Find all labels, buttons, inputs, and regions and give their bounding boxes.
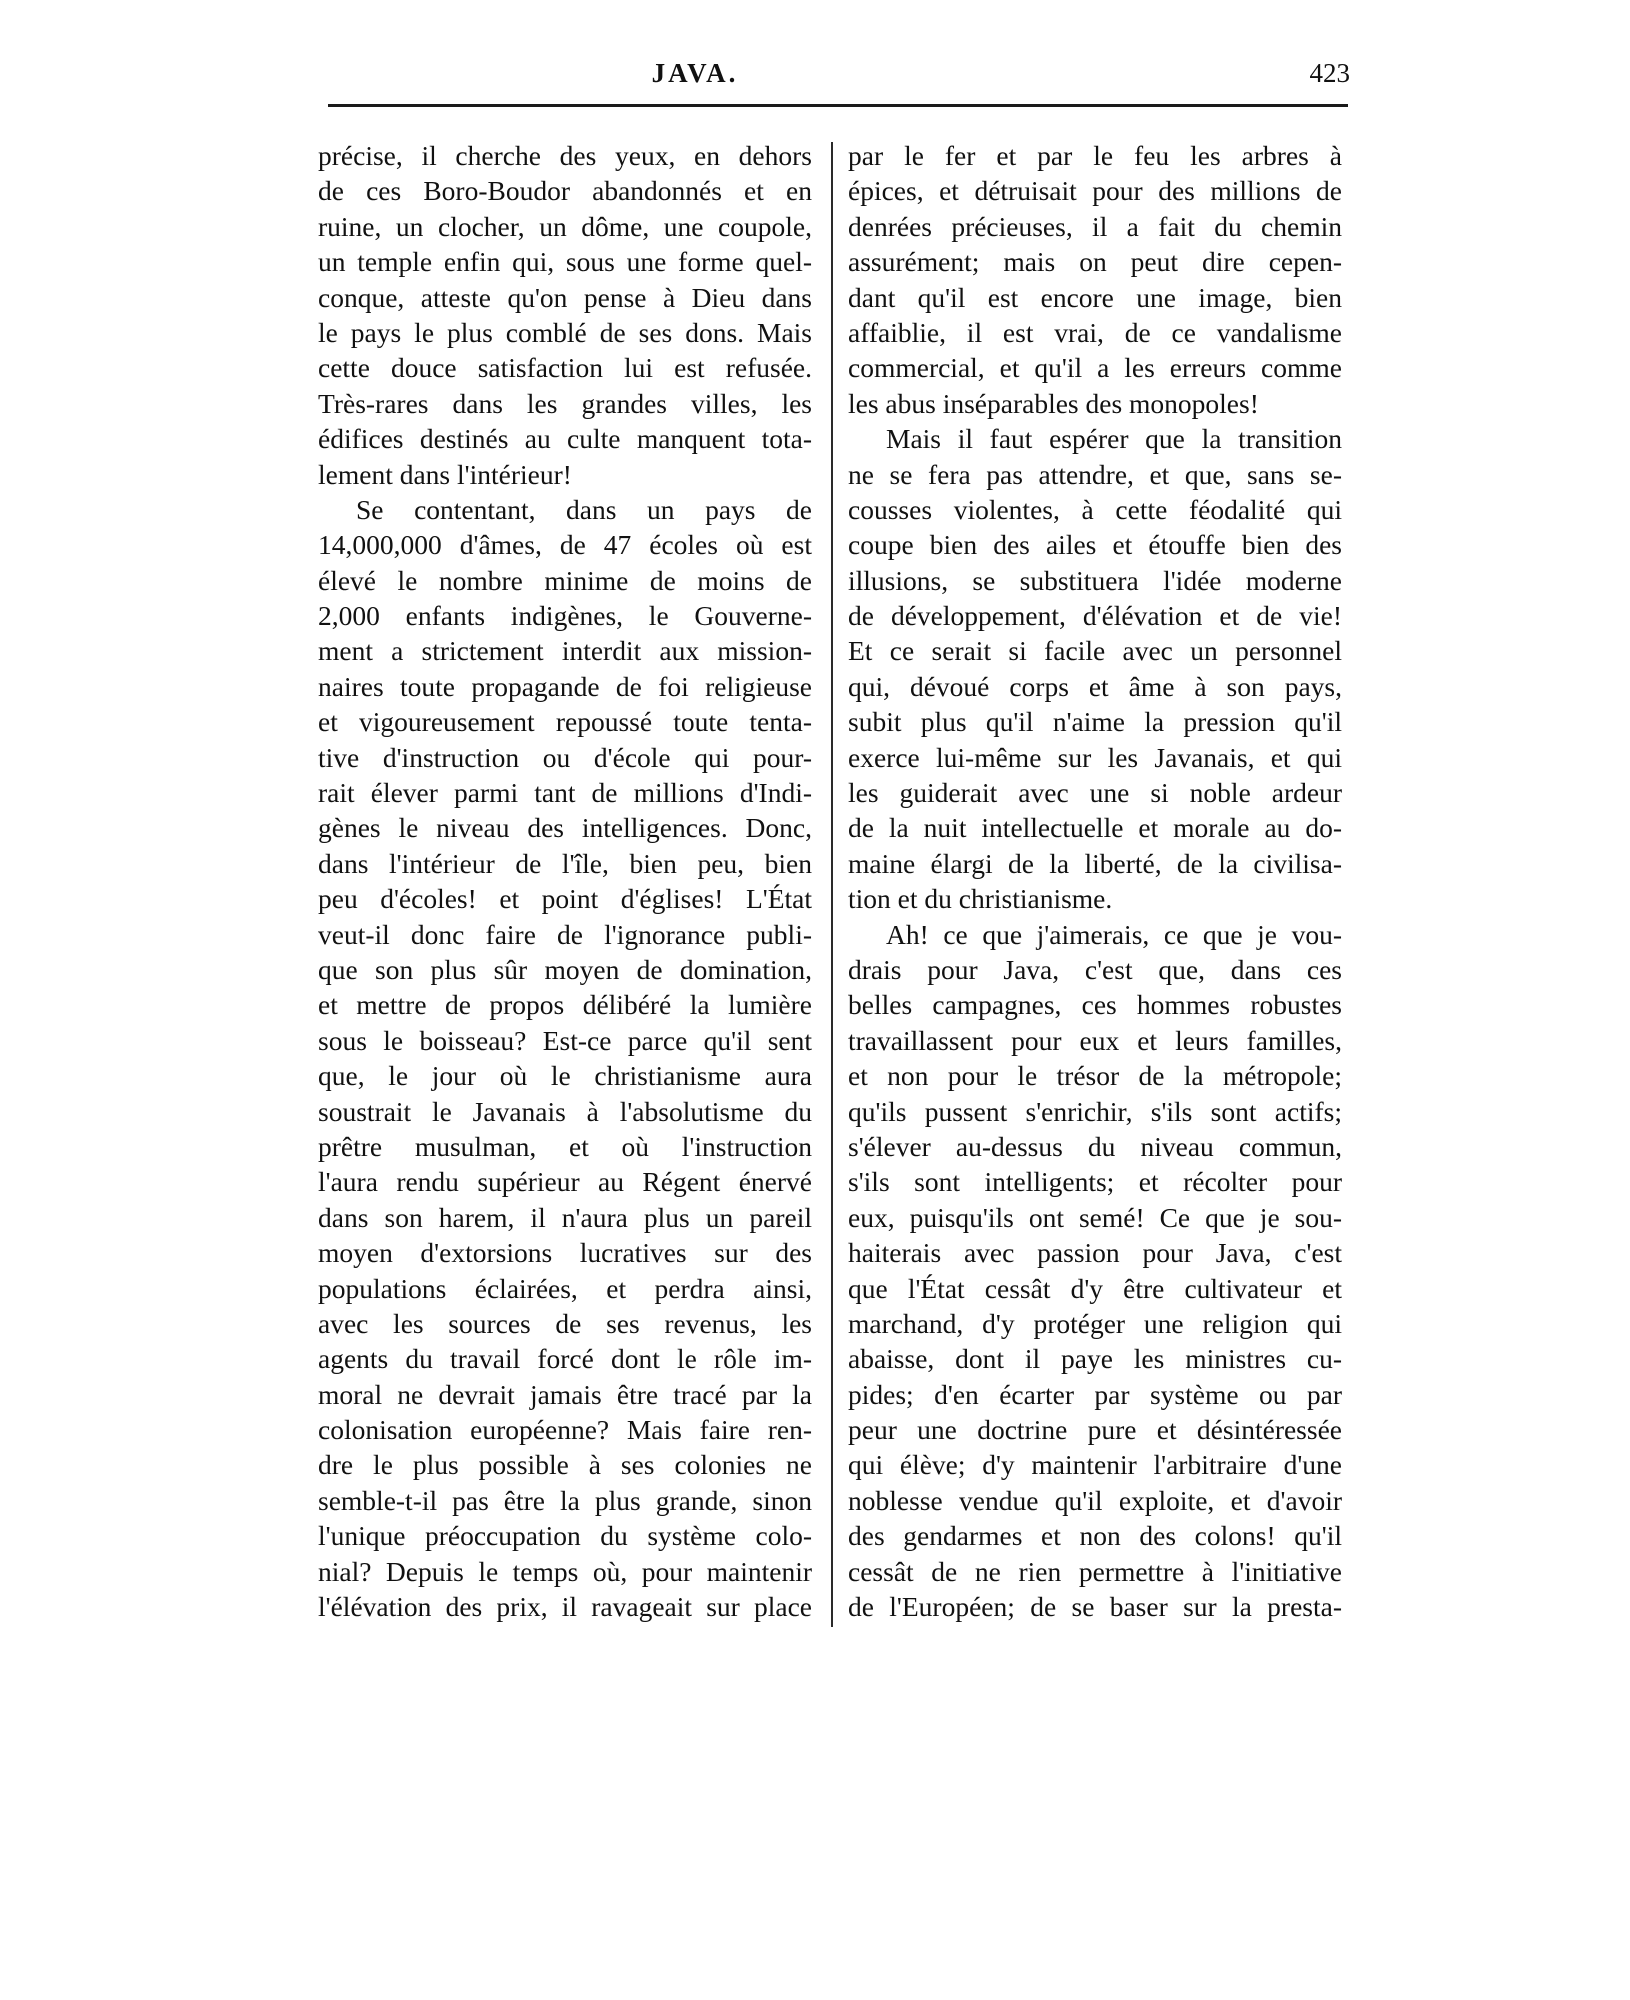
right-column-text-line: que l'État cessât d'y être cultivateur et [848, 1272, 1342, 1304]
right-column-text-line: pides; d'en écarter par système ou par [848, 1378, 1342, 1410]
left-column-text-line: édifices destinés au culte manquent tota- [318, 423, 812, 455]
left-column-text-line: nial? Depuis le temps où, pour maintenir [318, 1555, 812, 1587]
left-column [318, 138, 812, 1624]
right-column-text-line: eux, puisqu'ils ont semé! Ce que je sou- [848, 1201, 1342, 1233]
right-column-text-line: s'ils sont intelligents; et récolter pour [848, 1166, 1342, 1198]
header-rule [328, 104, 1348, 107]
right-column-text-line: de l'Européen; de se baser sur la presta- [848, 1591, 1342, 1623]
right-column-text-line: cousses violentes, à cette féodalité qui [848, 493, 1342, 525]
left-column-text-line: peu d'écoles! et point d'églises! L'État [318, 883, 812, 915]
right-column-text-line: haiterais avec passion pour Java, c'est [848, 1237, 1342, 1269]
running-header-title: JAVA. [651, 58, 739, 88]
left-column-text-line: agents du travail forcé dont le rôle im- [318, 1343, 812, 1375]
right-column-text-line: par le fer et par le feu les arbres à [848, 140, 1342, 171]
right-column-text-line: denrées précieuses, il a fait du chemin [848, 210, 1342, 242]
left-column-text-line: dre le plus possible à ses colonies ne [318, 1449, 812, 1481]
right-column-text-line: qui élève; d'y maintenir l'arbitraire d'une [848, 1449, 1342, 1481]
left-column-text-line: Très-rares dans les grandes villes, les [318, 387, 812, 419]
left-column-text-line: tive d'instruction ou d'école qui pour- [318, 741, 812, 773]
right-column-text-line: subit plus qu'il n'aime la pression qu'il [848, 706, 1342, 738]
right-column [848, 138, 1342, 1624]
left-column-text-line: le pays le plus comblé de ses dons. Mais [318, 316, 812, 348]
right-column-text-line: et non pour le trésor de la métropole; [848, 1060, 1342, 1092]
right-column-text-line: noblesse vendue qu'il exploite, et d'avoir [848, 1484, 1342, 1516]
right-column-text-line: Mais il faut espérer que la transition [886, 423, 1342, 455]
right-column-text-line: cessât de ne rien permettre à l'initiative [848, 1555, 1342, 1587]
right-column-text-line: drais pour Java, c'est que, dans ces [848, 953, 1342, 985]
left-column-text-line: précise, il cherche des yeux, en dehors [318, 140, 812, 171]
left-column-text-line: semble-t-il pas être la plus grande, sinon [318, 1484, 812, 1516]
right-column-text-line: commercial, et qu'il a les erreurs comme [848, 352, 1342, 384]
right-column-text-line: Ah! ce que j'aimerais, ce que je vou- [886, 918, 1342, 950]
right-column-text-line: ne se fera pas attendre, et que, sans se- [848, 458, 1342, 490]
left-column-text-line: l'élévation des prix, il ravageait sur place [318, 1591, 812, 1623]
left-column-text-line: l'unique préoccupation du système colo- [318, 1520, 812, 1552]
right-column-text-line: exerce lui-même sur les Javanais, et qui [848, 741, 1342, 773]
page-number: 423 [1309, 58, 1350, 88]
left-column-text-line: 14,000,000 d'âmes, de 47 écoles où est [318, 529, 812, 561]
right-column-text-line: les guiderait avec une si noble ardeur [848, 777, 1342, 809]
right-column-text-line: les abus inséparables des monopoles! [848, 387, 1259, 419]
left-column-text-line: conque, atteste qu'on pense à Dieu dans [318, 281, 812, 313]
right-column-text-line: marchand, d'y protéger une religion qui [848, 1307, 1342, 1339]
left-column-text-line: avec les sources de ses revenus, les [318, 1307, 812, 1339]
left-column-text-line: populations éclairées, et perdra ainsi, [318, 1272, 812, 1304]
right-column-text-line: s'élever au-dessus du niveau commun, [848, 1130, 1342, 1162]
right-column-text-line: affaiblie, il est vrai, de ce vandalisme [848, 316, 1342, 348]
left-column-text-line: Se contentant, dans un pays de [356, 493, 812, 525]
right-column-text-line: épices, et détruisait pour des millions de [848, 175, 1342, 207]
right-column-text-line: des gendarmes et non des colons! qu'il [848, 1520, 1342, 1552]
right-column-text-line: travaillassent pour eux et leurs familles, [848, 1024, 1342, 1056]
left-column-text-line: que, le jour où le christianisme aura [318, 1060, 812, 1092]
left-column-text-line: et vigoureusement repoussé toute tenta- [318, 706, 812, 738]
left-column-text-line: colonisation européenne? Mais faire ren- [318, 1414, 812, 1446]
left-column-text-line: que son plus sûr moyen de domination, [318, 953, 812, 985]
left-column-text-line: prêtre musulman, et où l'instruction [318, 1130, 812, 1162]
right-column-text-line: illusions, se substituera l'idée moderne [848, 564, 1342, 596]
right-column-text-line: peur une doctrine pure et désintéressée [848, 1414, 1342, 1446]
left-column-text-line: ruine, un clocher, un dôme, une coupole, [318, 210, 812, 242]
left-column-text-line: ment a strictement interdit aux mission- [318, 635, 812, 667]
right-column-text-line: qui, dévoué corps et âme à son pays, [848, 670, 1342, 702]
right-column-text-line: maine élargi de la liberté, de la civilisa- [848, 847, 1342, 879]
right-column-text-line: tion et du christianisme. [848, 883, 1113, 915]
left-column-text-line: dans l'intérieur de l'île, bien peu, bien [318, 847, 812, 879]
right-column-text-line: abaisse, dont il paye les ministres cu- [848, 1343, 1342, 1375]
left-column-text-line: soustrait le Javanais à l'absolutisme du [318, 1095, 812, 1127]
column-divider [831, 142, 833, 1627]
left-column-text-line: cette douce satisfaction lui est refusée. [318, 352, 812, 384]
left-column-text-line: l'aura rendu supérieur au Régent énervé [318, 1166, 812, 1198]
left-column-text-line: et mettre de propos délibéré la lumière [318, 989, 812, 1021]
right-column-text-line: dant qu'il est encore une image, bien [848, 281, 1342, 313]
left-column-text-line: rait élever parmi tant de millions d'Indi- [318, 777, 812, 809]
left-column-text-line: veut-il donc faire de l'ignorance publi- [318, 918, 812, 950]
left-column-text-line: gènes le niveau des intelligences. Donc, [318, 812, 812, 844]
right-column-text-line: coupe bien des ailes et étouffe bien des [848, 529, 1342, 561]
right-column-text-line: Et ce serait si facile avec un personnel [848, 635, 1342, 667]
left-column-text-line: de ces Boro-Boudor abandonnés et en [318, 175, 812, 207]
left-column-text-line: moyen d'extorsions lucratives sur des [318, 1237, 812, 1269]
left-column-text-line: 2,000 enfants indigènes, le Gouverne- [318, 600, 812, 632]
right-column-text-line: de la nuit intellectuelle et morale au do- [848, 812, 1342, 844]
left-column-text-line: sous le boisseau? Est-ce parce qu'il sent [318, 1024, 812, 1056]
left-column-text-line: élevé le nombre minime de moins de [318, 564, 812, 596]
right-column-text-line: qu'ils pussent s'enrichir, s'ils sont actifs; [848, 1095, 1342, 1127]
left-column-text-line: dans son harem, il n'aura plus un pareil [318, 1201, 812, 1233]
right-column-text-line: belles campagnes, ces hommes robustes [848, 989, 1342, 1021]
right-column-text-line: de développement, d'élévation et de vie! [848, 600, 1342, 632]
left-column-text-line: lement dans l'intérieur! [318, 458, 572, 490]
left-column-text-line: un temple enfin qui, sous une forme quel- [318, 246, 812, 278]
right-column-text-line: assurément; mais on peut dire cepen- [848, 246, 1342, 278]
left-column-text-line: moral ne devrait jamais être tracé par la [318, 1378, 812, 1410]
left-column-text-line: naires toute propagande de foi religieuse [318, 670, 812, 702]
